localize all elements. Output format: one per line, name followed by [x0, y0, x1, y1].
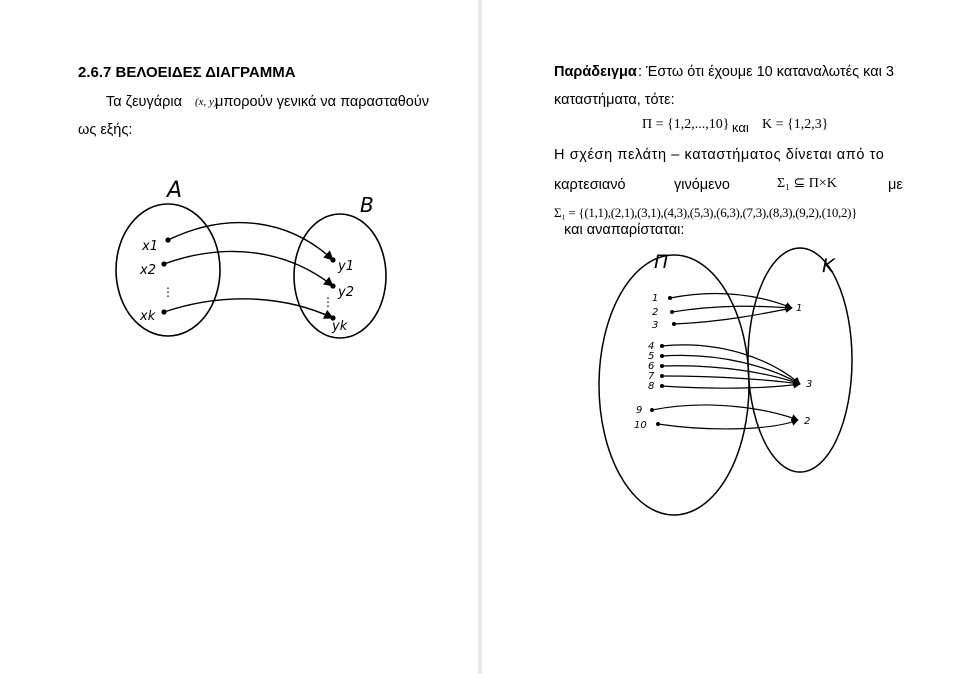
point-p3	[672, 322, 676, 326]
label-k3: 3	[806, 379, 813, 390]
stores-line: καταστήματα, τότε:	[554, 92, 675, 108]
subset-expression: Σ₁ ⊆ Π×Κ	[777, 176, 837, 191]
label-p2: 2	[652, 307, 659, 318]
arrow-diagram-ab	[0, 0, 478, 674]
arrow-x2	[164, 251, 333, 286]
point-p5	[660, 354, 664, 358]
intro-line-1a: Τα ζευγάρια	[106, 94, 182, 110]
dots-right: ⋮	[322, 295, 334, 309]
arrow-9-to-2	[652, 405, 798, 420]
label-p10: 10	[634, 420, 647, 431]
point-p1	[668, 296, 672, 300]
point-p7	[660, 374, 664, 378]
example-label: Παράδειγμα	[554, 64, 637, 80]
label-p8: 8	[648, 381, 655, 392]
label-p9: 9	[636, 405, 643, 416]
arrow-x1	[168, 223, 333, 260]
relation-line: Η σχέση πελάτη – καταστήματος δίνεται από το	[554, 147, 885, 163]
label-p3: 3	[652, 320, 659, 331]
label-yk: yk	[332, 319, 348, 334]
closing-line: και αναπαρίσταται:	[564, 222, 685, 238]
dots-left: ⋮	[162, 285, 174, 299]
arrow-3-to-1	[674, 308, 792, 324]
label-set-a: A	[167, 178, 183, 203]
label-k2: 2	[804, 416, 811, 427]
cartesian-word: καρτεσιανό	[554, 177, 626, 193]
pair-xy: (x, y)	[195, 96, 218, 108]
label-set-p: Π	[654, 251, 669, 273]
set-k-ellipse	[748, 248, 852, 472]
right-page	[482, 0, 960, 674]
label-set-b: B	[360, 193, 374, 217]
product-word: γινόμενο	[674, 177, 730, 193]
point-p4	[660, 344, 664, 348]
example-text: : Έστω ότι έχουμε 10 καταναλωτές και 3	[638, 64, 894, 80]
me-word: με	[888, 177, 903, 193]
intro-line-1b: μπορούν γενικά να παρασταθούν	[215, 94, 430, 110]
k-definition: Κ = {1,2,3}	[762, 117, 829, 132]
intro-line-2: ως εξής:	[78, 122, 133, 138]
arrow-8-to-3	[662, 384, 800, 388]
point-p8	[660, 384, 664, 388]
point-p10	[656, 422, 660, 426]
label-p1: 1	[652, 293, 659, 304]
label-k1: 1	[796, 303, 803, 314]
label-xk: xk	[140, 309, 156, 324]
label-set-k: Κ	[822, 255, 835, 277]
and-word: και	[732, 120, 749, 135]
arrow-diagram-pk	[482, 0, 960, 674]
set-a-ellipse	[116, 204, 220, 336]
label-x2: x2	[140, 263, 156, 278]
arrow-10-to-2	[658, 420, 798, 429]
arrow-xk	[164, 299, 333, 318]
label-p5: 5	[648, 351, 655, 362]
label-y1: y1	[338, 259, 354, 274]
point-p9	[650, 408, 654, 412]
label-p4: 4	[648, 341, 655, 352]
section-heading: 2.6.7 ΒΕΛΟΕΙΔΕΣ ΔΙΑΓΡΑΜΜΑ	[78, 64, 296, 81]
pi-definition: Π = {1,2,...,10}	[642, 117, 730, 132]
label-p7: 7	[648, 371, 655, 382]
point-p6	[660, 364, 664, 368]
label-y2: y2	[338, 285, 354, 300]
label-x1: x1	[142, 239, 158, 254]
point-p2	[670, 310, 674, 314]
left-page	[0, 0, 478, 674]
sigma-definition: Σ₁ = {(1,1),(2,1),(3,1),(4,3),(5,3),(6,3),(7,3),(8,3),(9,2),(10,2)}	[554, 205, 858, 220]
label-p6: 6	[648, 361, 655, 372]
